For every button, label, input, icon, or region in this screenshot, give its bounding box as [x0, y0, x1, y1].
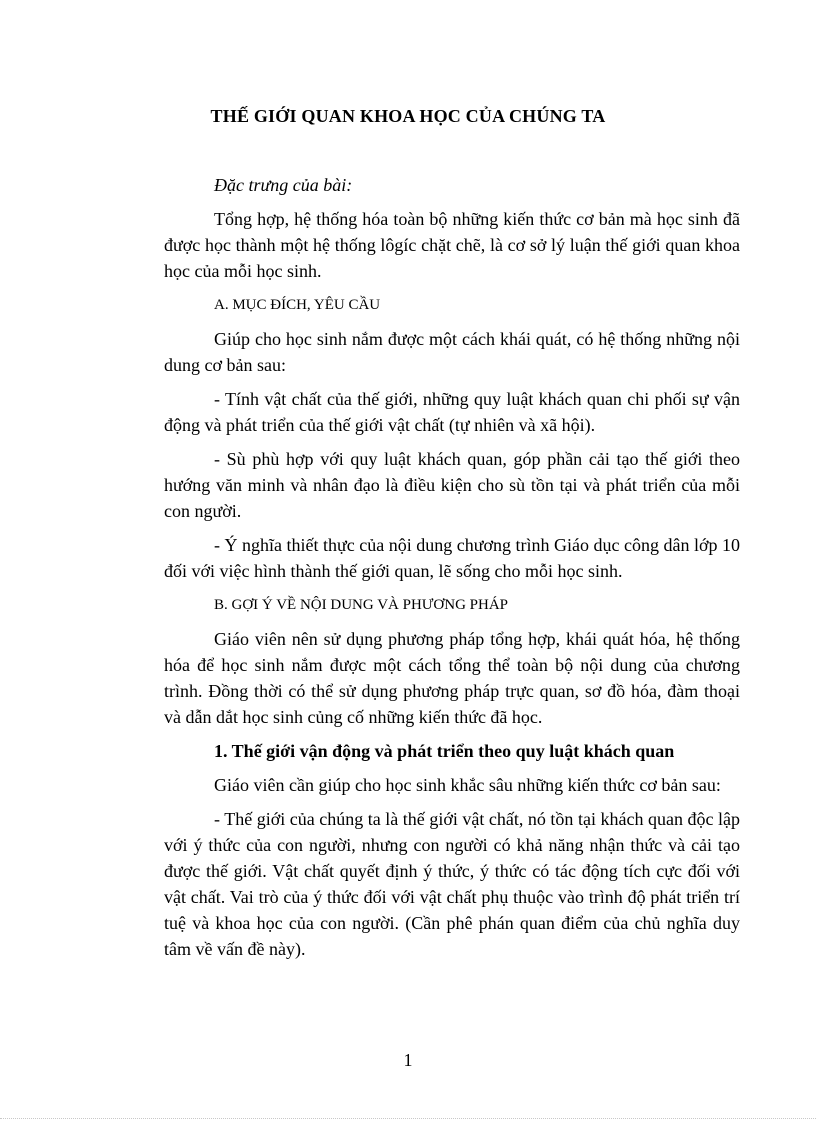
page-number: 1: [403, 1050, 413, 1070]
paragraph: Tổng hợp, hệ thống hóa toàn bộ những kiến thức cơ bản mà học sinh đã được học thành một hệ thống lôgíc chặt chẽ, là cơ sở lý luận thế giới quan khoa học của mỗi học sinh.: [164, 209, 740, 281]
section-heading-a: A. MỤC ĐÍCH, YÊU CẦU: [214, 297, 381, 313]
lesson-characteristics-label: Đặc trưng của bài:: [214, 175, 353, 195]
page-edge-divider: [0, 1118, 816, 1119]
bullet-paragraph: - Thế giới của chúng ta là thế giới vật chất, nó tồn tại khách quan độc lập với ý thức của con người, nhưng con người có khả năng nhận thức và cải tạo được thế giới. Vật chất quyết định ý thức, ý thức có tác động tích cực đối với vật chất. Vai trò của ý thức đối với vật chất phụ thuộc vào trình độ phát triển trí tuệ và khoa học của con người. (Cần phê phán quan điểm của chủ nghĩa duy tâm về vấn đề này).: [164, 809, 740, 959]
subsection-heading-1: 1. Thế giới vận động và phát triển theo quy luật khách quan: [214, 741, 675, 761]
paragraph: Giúp cho học sinh nắm được một cách khái quát, có hệ thống những nội dung cơ bản sau:: [164, 329, 740, 375]
paragraph: Giáo viên nên sử dụng phương pháp tổng hợp, khái quát hóa, hệ thống hóa để học sinh nắm được một cách tổng thể toàn bộ nội dung của chương trình. Đồng thời có thể sử dụng phương pháp trực quan, sơ đồ hóa, đàm thoại và dẫn dắt học sinh củng cố những kiến thức đã học.: [164, 629, 740, 727]
document-body: [164, 172, 740, 970]
bullet-paragraph: - Ý nghĩa thiết thực của nội dung chương trình Giáo dục công dân lớp 10 đối với việc hình thành thế giới quan, lẽ sống cho mỗi học sinh.: [164, 535, 740, 581]
bullet-paragraph: - Tính vật chất của thế giới, những quy luật khách quan chi phối sự vận động và phát triển của thế giới vật chất (tự nhiên và xã hội).: [164, 389, 740, 435]
paragraph: Giáo viên cần giúp cho học sinh khắc sâu những kiến thức cơ bản sau:: [214, 775, 721, 795]
bullet-paragraph: - Sù phù hợp với quy luật khách quan, góp phần cải tạo thế giới theo hướng văn minh và nhân đạo là điều kiện cho sù tồn tại và phát triển của mỗi con người.: [164, 449, 740, 521]
section-heading-b: B. GỢI Ý VỀ NỘI DUNG VÀ PHƯƠNG PHÁP: [214, 597, 509, 613]
document-title: THẾ GIỚI QUAN KHOA HỌC CỦA CHÚNG TA: [210, 106, 606, 126]
